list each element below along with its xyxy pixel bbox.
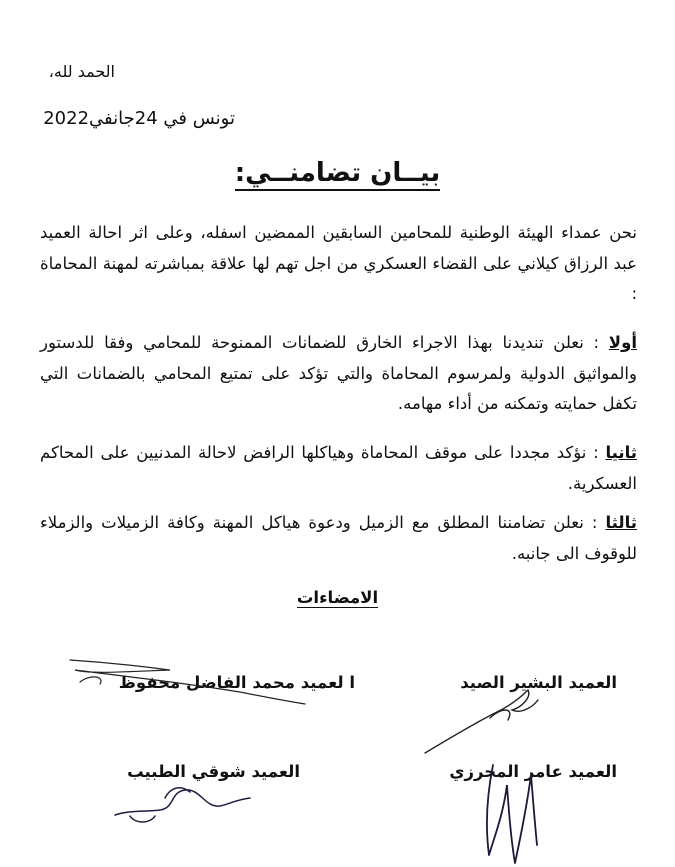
point-three-label: ثالثا [605, 513, 637, 532]
document-title [0, 158, 675, 188]
point-two-text: : نؤكد مجددا على موقف المحاماة وهياكلها الرافض لاحالة المدنيين على المحاكم العسكرية. [40, 443, 637, 493]
signatures-heading-text: الامضاءات [296, 588, 379, 607]
place-and-date: تونس في 24جانفي2022 [43, 108, 235, 129]
signatory-name-1: العميد البشير الصيد [460, 673, 617, 692]
point-two-label: ثانيا [605, 443, 637, 462]
signatures-heading [0, 588, 675, 607]
handwritten-signature-4 [110, 770, 260, 830]
point-one [40, 328, 637, 420]
point-two [40, 438, 637, 499]
point-three [40, 508, 637, 569]
signatory-name-2: ا لعميد محمد الفاضل محفوظ [118, 673, 355, 692]
point-one-text: : نعلن تنديدنا بهذا الاجراء الخارق للضمانات الممنوحة للمحامي وفقا للدستور والمواثيق الدولية ولمرسوم المحاماة والتي تؤكد على تمتيع المحامي بالضمانات التي تكفل حمايته وتمكنه من أداء مهامه. [40, 333, 637, 413]
signatory-name-3: العميد عامر المحرزي [449, 762, 617, 781]
point-three-text: : نعلن تضامننا المطلق مع الزميل ودعوة هياكل المهنة وكافة الزميلات والزملاء للوقوف الى جانبه. [40, 513, 637, 563]
document-title-text: بيــان تضامنــي: [235, 158, 441, 191]
point-one-label: أولا [608, 333, 637, 352]
handwritten-signature-2 [60, 652, 310, 712]
handwritten-signature-3 [465, 745, 555, 867]
signatory-name-4: العميد شوقي الطبيب [127, 762, 300, 781]
intro-paragraph: نحن عمداء الهيئة الوطنية للمحامين السابقين الممضين اسفله، وعلى اثر احالة العميد عبد الرزاق كيلاني على القضاء العسكري من اجل تهم لها علاقة بمباشرته لمهنة المحاماة : [40, 223, 637, 303]
greeting: الحمد لله، [48, 62, 115, 81]
